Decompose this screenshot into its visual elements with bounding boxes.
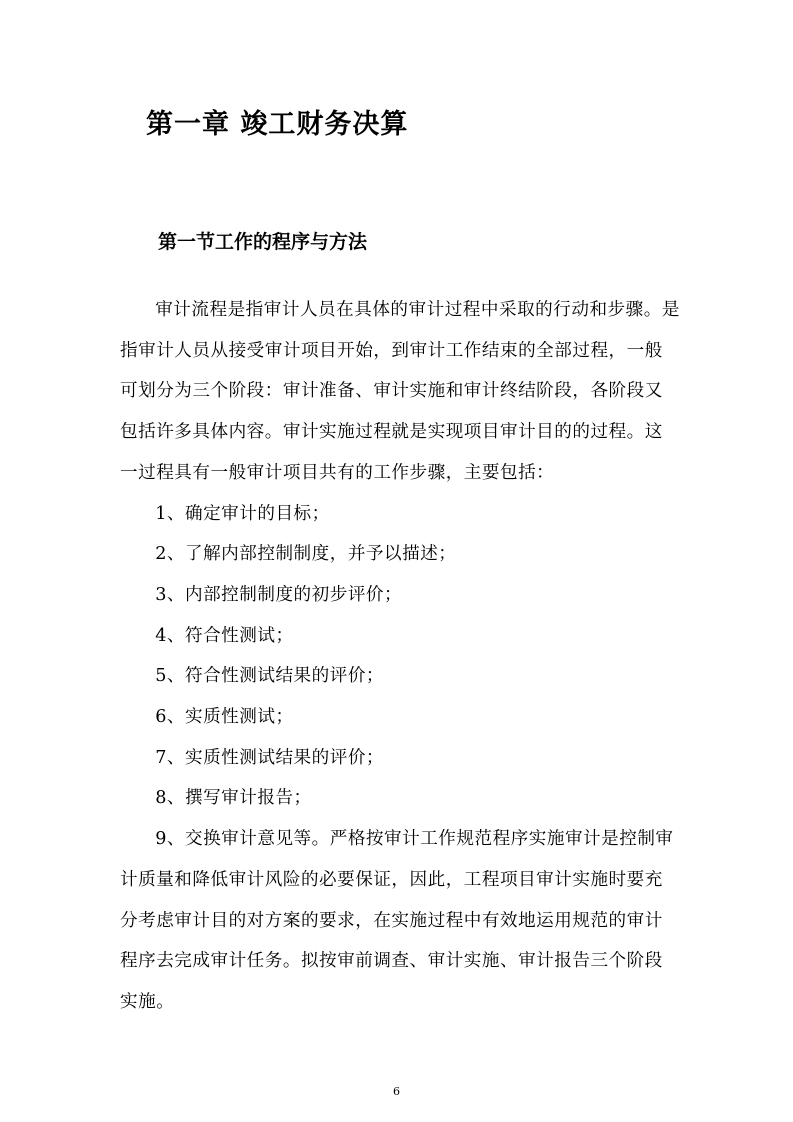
step-item: 5、符合性测试结果的评价； [155,666,385,687]
closing-paragraph: 9、交换审计意见等。严格按审计工作规范程序实施审计是控制审计质量和降低审计风险的必要保证，因此，工程项目审计实施时要充分考虑审计目的对方案的要求，在实施过程中有效地运用规范的审计程序去完成审计任务。拟按审前调查、审计实施、审计报告三个阶段实施。 [120,829,674,1012]
step-item: 8、撰写审计报告； [155,788,312,809]
step-item: 2、了解内部控制制度，并予以描述； [155,544,457,565]
step-item: 7、实质性测试结果的评价； [155,747,385,768]
step-item: 6、实质性测试； [155,707,294,728]
chapter-title: 第一章 竣工财务决算 [146,109,409,140]
page-number: 6 [393,1085,400,1098]
step-item: 1、确定审计的目标； [155,503,330,524]
intro-paragraph: 审计流程是指审计人员在具体的审计过程中采取的行动和步骤。是指审计人员从接受审计项目开始，到审计工作结束的全部过程，一般可划分为三个阶段：审计准备、审计实施和审计终结阶段，各阶段又包括许多具体内容。审计实施过程就是实现项目审计目的的过程。这一过程具有一般审计项目共有的工作步骤，主要包括： [120,300,680,483]
step-item: 3、内部控制制度的初步评价； [155,584,403,605]
section-title: 第一节工作的程序与方法 [158,231,368,253]
body-text [120,290,680,1023]
step-item: 4、符合性测试； [155,625,294,646]
